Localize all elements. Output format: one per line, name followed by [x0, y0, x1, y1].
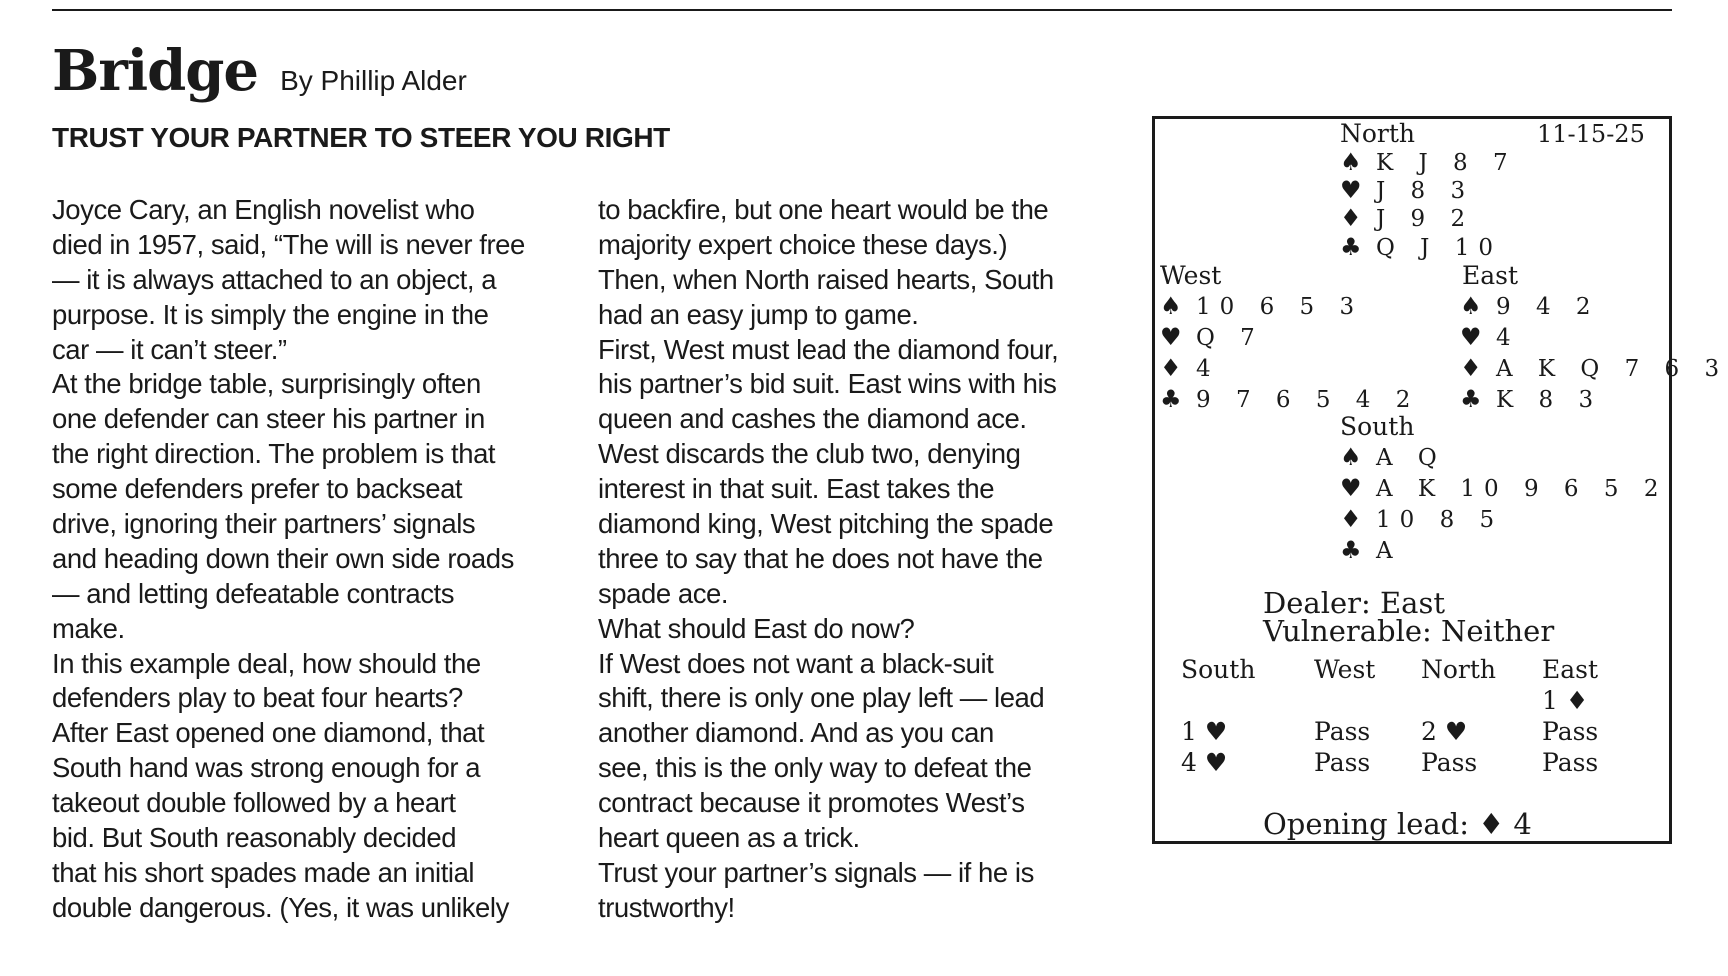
club-icon: ♣ — [1340, 536, 1362, 564]
article-line: What should East do now? — [598, 612, 915, 644]
article-line: and heading down their own side roads — [52, 542, 514, 574]
auction-call: Pass — [1314, 748, 1371, 777]
west-spades: ♠ 10 6 5 3 — [1160, 292, 1364, 320]
heart-icon: ♥ — [1460, 323, 1482, 351]
article-line: queen and cashes the diamond ace. — [598, 403, 1027, 435]
column-title: Bridge — [52, 38, 259, 104]
article-line: defenders play to beat four hearts? — [52, 682, 463, 714]
east-spades: ♠ 9 4 2 — [1460, 292, 1600, 320]
auction-call: 1 ♥ — [1181, 717, 1228, 746]
article-line: see, this is the only way to defeat the — [598, 752, 1032, 784]
heart-icon: ♥ — [1340, 474, 1362, 502]
article-line: make. — [52, 612, 125, 644]
article-column-2 — [598, 193, 1118, 926]
auction-header-north: North — [1421, 655, 1497, 684]
north-label: North — [1340, 119, 1416, 148]
article-line: After East opened one diamond, that — [52, 717, 485, 749]
bridge-diagram — [1152, 116, 1728, 844]
west-diamonds: ♦ 4 — [1160, 354, 1220, 382]
auction-call: Pass — [1542, 717, 1599, 746]
article-line: one defender can steer his partner in — [52, 403, 485, 435]
article-line: another diamond. And as you can — [598, 717, 994, 749]
article-line: shift, there is only one play left — lead — [598, 682, 1045, 714]
diamond-icon: ♦ — [1340, 204, 1362, 232]
headline: TRUST YOUR PARTNER TO STEER YOU RIGHT — [52, 122, 670, 153]
article-line: three to say that he does not have the — [598, 542, 1043, 574]
south-label: South — [1340, 412, 1415, 441]
article-line: bid. But South reasonably decided — [52, 822, 457, 854]
article-line: South hand was strong enough for a — [52, 752, 481, 784]
north-clubs: ♣ Q J 10 — [1340, 233, 1502, 261]
article-line: spade ace. — [598, 577, 729, 609]
club-icon: ♣ — [1340, 233, 1362, 261]
west-label: West — [1160, 261, 1222, 290]
auction-call: 1 ♦ — [1542, 686, 1589, 715]
spade-icon: ♠ — [1340, 443, 1362, 471]
article-line: trustworthy! — [598, 891, 735, 923]
article-line: to backfire, but one heart would be the — [598, 194, 1049, 225]
article-line: In this example deal, how should the — [52, 647, 481, 679]
article-line: takeout double followed by a heart — [52, 787, 456, 819]
article-line: majority expert choice these days.) — [598, 228, 1008, 260]
dealer-info: Dealer: East — [1263, 586, 1445, 620]
article-line: diamond king, West pitching the spade — [598, 508, 1054, 540]
auction-header-east: East — [1542, 655, 1599, 684]
article-line: died in 1957, said, “The will is never free — [52, 228, 525, 260]
byline: By Phillip Alder — [280, 65, 467, 96]
south-clubs: ♣ A — [1340, 536, 1402, 564]
article-line: If West does not want a black-suit — [598, 647, 994, 679]
article-line: contract because it promotes West’s — [598, 787, 1025, 819]
north-hearts: ♥ J 8 3 — [1340, 176, 1475, 204]
article-line: purpose. It is simply the engine in the — [52, 298, 489, 330]
south-spades: ♠ A Q — [1340, 443, 1446, 471]
diamond-icon: ♦ — [1340, 505, 1362, 533]
article-line: First, West must lead the diamond four, — [598, 333, 1059, 365]
east-hearts: ♥ 4 — [1460, 323, 1520, 351]
west-hearts: ♥ Q 7 — [1160, 323, 1264, 351]
article-line: — it is always attached to an object, a — [52, 263, 497, 295]
club-icon: ♣ — [1160, 385, 1182, 413]
article-line: some defenders prefer to backseat — [52, 473, 463, 505]
article-line: had an easy jump to game. — [598, 298, 919, 330]
auction-call: Pass — [1421, 748, 1478, 777]
auction-call: Pass — [1314, 717, 1371, 746]
vulnerable-info: Vulnerable: Neither — [1263, 614, 1555, 648]
spade-icon: ♠ — [1460, 292, 1482, 320]
article-line: Trust your partner’s signals — if he is — [598, 856, 1034, 888]
article-line: the right direction. The problem is that — [52, 438, 496, 470]
article-line: double dangerous. (Yes, it was unlikely — [52, 891, 509, 923]
article-line: Then, when North raised hearts, South — [598, 263, 1054, 295]
article-line: At the bridge table, surprisingly often — [52, 368, 481, 400]
spade-icon: ♠ — [1340, 148, 1362, 176]
auction-call: 2 ♥ — [1421, 717, 1468, 746]
article-line: — and letting defeatable contracts — [52, 577, 455, 609]
article-line: drive, ignoring their partners’ signals — [52, 508, 476, 540]
opening-lead: Opening lead: ♦ 4 — [1263, 807, 1532, 841]
diamond-icon: ♦ — [1160, 354, 1182, 382]
east-clubs: ♣ K 8 3 — [1460, 385, 1603, 413]
west-clubs: ♣ 9 7 6 5 4 2 — [1160, 385, 1420, 413]
article-line: that his short spades made an initial — [52, 856, 475, 888]
auction-header-south: South — [1181, 655, 1256, 684]
article-line: interest in that suit. East takes the — [598, 473, 995, 505]
east-label: East — [1462, 261, 1519, 290]
east-diamonds: ♦ A K Q 7 6 3 — [1460, 354, 1728, 382]
north-spades: ♠ K J 8 7 — [1340, 148, 1517, 176]
article-line: heart queen as a trick. — [598, 822, 860, 854]
diagram-date: 11-15-25 — [1537, 120, 1645, 148]
article-line: car — it can’t steer.” — [52, 333, 287, 365]
spade-icon: ♠ — [1160, 292, 1182, 320]
heart-icon: ♥ — [1340, 176, 1362, 204]
heart-icon: ♥ — [1160, 323, 1182, 351]
south-diamonds: ♦ 10 8 5 — [1340, 505, 1504, 533]
article-line: Joyce Cary, an English novelist who — [52, 194, 475, 225]
masthead — [52, 36, 467, 106]
auction-call: 4 ♥ — [1181, 748, 1228, 777]
diamond-icon: ♦ — [1460, 354, 1482, 382]
article-line: his partner’s bid suit. East wins with his — [598, 368, 1057, 400]
article-line: West discards the club two, denying — [598, 438, 1021, 470]
club-icon: ♣ — [1460, 385, 1482, 413]
north-diamonds: ♦ J 9 2 — [1340, 204, 1475, 232]
article-column-1 — [52, 193, 572, 926]
south-hearts: ♥ A K 10 9 6 5 2 — [1340, 474, 1668, 502]
auction-header-west: West — [1314, 655, 1376, 684]
auction-call: Pass — [1542, 748, 1599, 777]
top-rule — [52, 9, 1672, 11]
